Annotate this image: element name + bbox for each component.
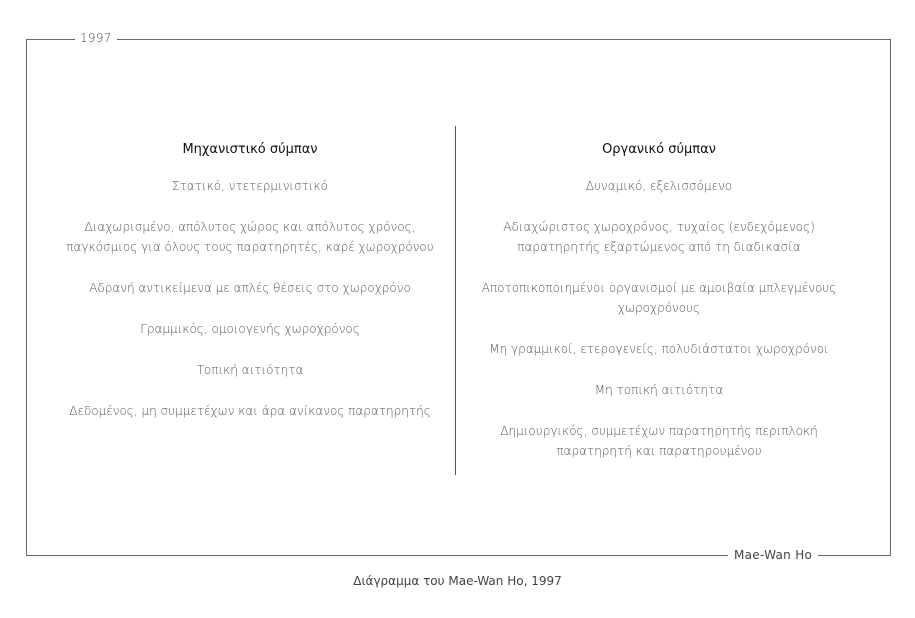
- organic-universe-column: [469, 136, 849, 482]
- list-item: Δημιουργικός, συμμετέχων παρατηρητής περιπλοκή παρατηρητή και παρατηρουμένου: [500, 424, 818, 458]
- mechanistic-universe-column: [60, 136, 440, 442]
- list-item: Αδρανή αντικείμενα με απλές θέσεις στο χωροχρόνο: [89, 281, 411, 295]
- list-item: Αδιαχώριστος χωροχρόνος, τυχαίος (ενδεχόμενος) παρατηρητής εξαρτώμενος από τη διαδικασία: [503, 220, 815, 254]
- list-item: Τοπική αιτιότητα: [196, 363, 304, 377]
- list-item: Μη τοπική αιτιότητα: [594, 383, 724, 397]
- list-item: Γραμμικός, ομοιογενής χωροχρόνος: [140, 322, 360, 336]
- column-title: Μηχανιστικό σύμπαν: [182, 142, 318, 157]
- list-item: Αποτοπικοποιημένοι οργανισμοί με αμοιβαία μπλεγμένους χωροχρόνους: [481, 281, 837, 315]
- column-divider: [455, 126, 456, 475]
- list-item: Δυναμικό, εξελισσόμενο: [585, 179, 733, 193]
- list-item: Στατικό, ντετερμινιστικό: [172, 179, 328, 193]
- diagram-caption: Διάγραμμα του Mae-Wan Ho, 1997: [353, 574, 562, 588]
- year-label: 1997: [75, 29, 117, 47]
- list-item: Διαχωρισμένο, απόλυτος χώρος και απόλυτος χρόνος, παγκόσμιος για όλους τους παρατηρητές, καρέ χωροχρόνου: [66, 220, 434, 254]
- column-title: Οργανικό σύμπαν: [602, 142, 716, 157]
- author-label: Mae-Wan Ho: [728, 546, 818, 564]
- list-item: Δεδομένος, μη συμμετέχων και άρα ανίκανος παρατηρητής: [69, 404, 431, 418]
- list-item: Μη γραμμικοί, ετερογενείς, πολυδιάστατοι χωροχρόνοι: [489, 342, 829, 356]
